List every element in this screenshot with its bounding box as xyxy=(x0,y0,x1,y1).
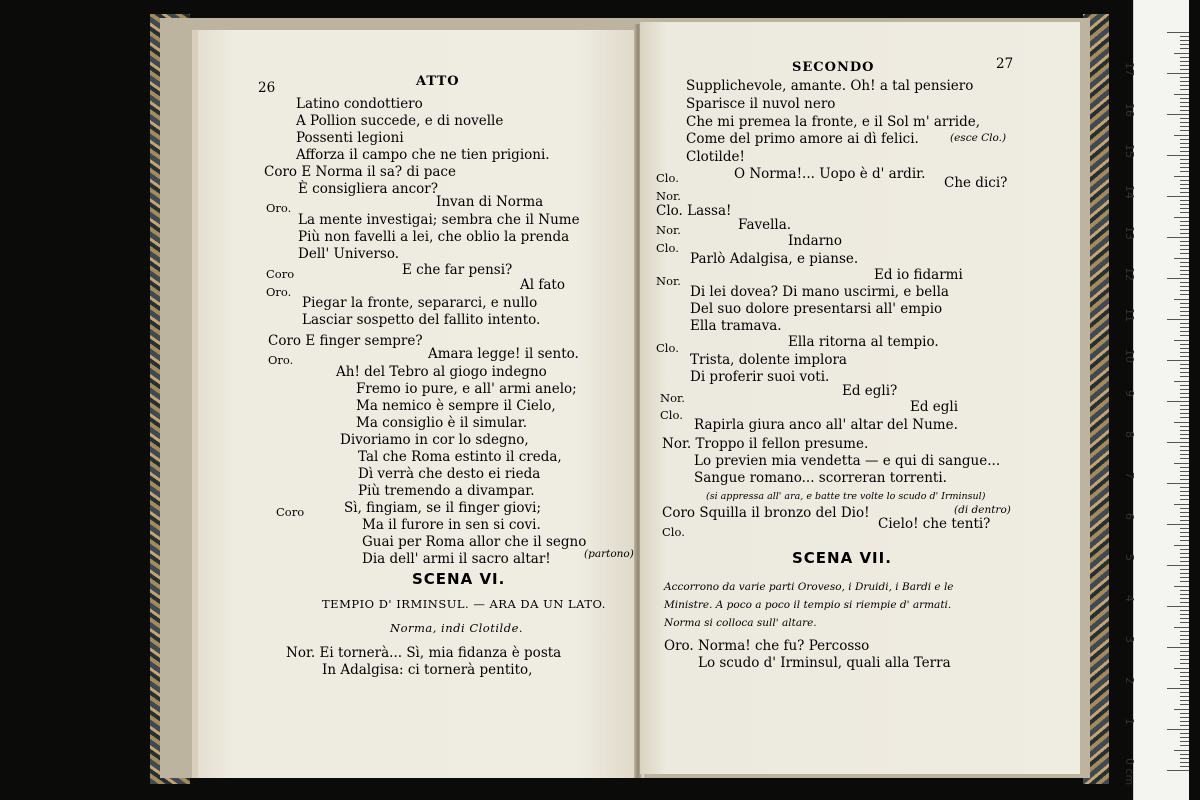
ruler-tick xyxy=(1180,758,1189,759)
ruler-tick xyxy=(1180,733,1189,734)
ruler-tick xyxy=(1180,81,1189,82)
verse-line: Del suo dolore presentarsi all' empio xyxy=(690,301,943,317)
verse-line: Fremo io pure, e all' armi anelo; xyxy=(356,381,577,397)
ruler-number: 2 xyxy=(1123,677,1136,684)
verse-line: Lo scudo d' Irminsul, quali alla Terra xyxy=(698,655,951,671)
verse-line: Parlò Adalgisa, e pianse. xyxy=(690,251,859,267)
ruler-tick xyxy=(1180,409,1189,410)
ruler-tick xyxy=(1180,704,1189,705)
verse-line: A Pollion succede, e di novelle xyxy=(296,113,504,129)
ruler-tick xyxy=(1180,344,1189,345)
ruler-tick xyxy=(1180,249,1189,250)
verse-line: Ella tramava. xyxy=(690,318,782,334)
verse-line: Lo previen mia vendetta — e qui di sangue... xyxy=(694,453,1001,469)
ruler-tick xyxy=(1180,331,1189,332)
ruler-tick xyxy=(1180,212,1189,213)
ruler-number: 5 xyxy=(1123,554,1136,561)
ruler-tick xyxy=(1180,618,1189,619)
ruler-tick xyxy=(1180,356,1189,357)
ruler-tick xyxy=(1174,94,1189,95)
speaker: Nor. xyxy=(656,223,681,237)
ruler-tick xyxy=(1180,717,1189,718)
ruler-tick xyxy=(1180,413,1189,414)
ruler-tick xyxy=(1167,565,1189,566)
ruler-tick xyxy=(1180,61,1189,62)
ruler-tick xyxy=(1180,40,1189,41)
ruler-tick xyxy=(1180,159,1189,160)
ruler-tick xyxy=(1180,622,1189,623)
ruler-number: 3 xyxy=(1123,636,1136,643)
stage-direction: Ministre. A poco a poco il tempio si riempie d' armati. xyxy=(664,599,952,611)
ruler-tick xyxy=(1180,221,1189,222)
ruler-tick xyxy=(1180,147,1189,148)
verse-line: Più tremendo a divampar. xyxy=(358,483,535,499)
ruler-tick xyxy=(1180,163,1189,164)
ruler-tick xyxy=(1180,598,1189,599)
ruler-tick xyxy=(1180,98,1189,99)
ruler-tick xyxy=(1180,270,1189,271)
ruler-tick xyxy=(1180,303,1189,304)
ruler-number: 4 xyxy=(1123,595,1136,602)
ruler-tick xyxy=(1180,57,1189,58)
speaker: Oro. xyxy=(268,353,294,367)
verse-line: Clo. Lassa! xyxy=(656,203,732,219)
ruler-tick xyxy=(1180,549,1189,550)
verse-line: Nor. Ei tornerà... Sì, mia fidanza è posta xyxy=(286,645,562,661)
ruler-tick xyxy=(1180,110,1189,111)
verse-line: Coro E finger sempre? xyxy=(268,333,423,349)
ruler-tick xyxy=(1180,508,1189,509)
verse-line: Oro. Norma! che fu? Percosso xyxy=(664,638,870,654)
ruler-tick xyxy=(1180,376,1189,377)
ruler-tick xyxy=(1180,713,1189,714)
ruler-tick xyxy=(1180,405,1189,406)
ruler-tick xyxy=(1180,438,1189,439)
ruler-tick xyxy=(1180,479,1189,480)
ruler-tick xyxy=(1180,352,1189,353)
ruler-tick xyxy=(1167,360,1189,361)
ruler-tick xyxy=(1174,422,1189,423)
ruler-tick xyxy=(1167,729,1189,730)
ruler-tick xyxy=(1167,237,1189,238)
ruler-tick xyxy=(1180,725,1189,726)
speaker: Clo. xyxy=(656,171,679,185)
ruler-tick xyxy=(1180,274,1189,275)
verse-line: La mente investigai; sembra che il Nume xyxy=(298,212,580,228)
ruler-tick xyxy=(1167,688,1189,689)
verse-line: Tal che Roma estinto il creda, xyxy=(358,449,562,465)
speaker: Coro xyxy=(266,267,295,281)
ruler-tick xyxy=(1180,581,1189,582)
ruler-tick xyxy=(1180,540,1189,541)
verse-line: Rapirla giura anco all' altar del Nume. xyxy=(694,417,958,433)
verse-line: Che mi premea la fronte, e il Sol m' arride, xyxy=(686,114,981,130)
verse-line: Lasciar sospetto del fallito intento. xyxy=(302,312,541,328)
ruler-tick xyxy=(1180,520,1189,521)
ruler-tick xyxy=(1180,294,1189,295)
ruler-number: 14 xyxy=(1123,185,1136,199)
verse-line: Favella. xyxy=(738,217,792,233)
ruler-tick xyxy=(1180,499,1189,500)
speaker: Nor. xyxy=(656,274,681,288)
ruler-number: 7 xyxy=(1123,472,1136,479)
ruler-tick xyxy=(1180,122,1189,123)
ruler-tick xyxy=(1174,135,1189,136)
stage-direction: (si appressa all' ara, e batte tre volte lo scudo d' Irminsul) xyxy=(706,491,986,502)
ruler-tick xyxy=(1174,381,1189,382)
ruler-tick xyxy=(1174,217,1189,218)
ruler-tick xyxy=(1174,463,1189,464)
ruler-tick xyxy=(1180,651,1189,652)
ruler-tick xyxy=(1180,602,1189,603)
ruler-tick xyxy=(1180,434,1189,435)
ruler-tick xyxy=(1180,262,1189,263)
verse-line: Coro Squilla il bronzo del Dio! xyxy=(662,505,870,521)
ruler-tick xyxy=(1180,200,1189,201)
ruler-tick xyxy=(1167,770,1189,771)
ruler-tick xyxy=(1180,266,1189,267)
ruler-tick xyxy=(1180,696,1189,697)
verse-line: Trista, dolente implora xyxy=(690,352,847,368)
ruler-tick xyxy=(1174,299,1189,300)
ruler-tick xyxy=(1180,610,1189,611)
ruler-number: 10 xyxy=(1123,349,1136,363)
verse-line: E che far pensi? xyxy=(402,262,513,278)
ruler-tick xyxy=(1174,545,1189,546)
verse-line: Dì verrà che desto ei rieda xyxy=(358,466,541,482)
ruler-tick xyxy=(1180,741,1189,742)
ruler-tick xyxy=(1180,491,1189,492)
ruler-tick xyxy=(1167,155,1189,156)
ruler-tick xyxy=(1180,253,1189,254)
ruler-tick xyxy=(1180,643,1189,644)
speaker: Nor. xyxy=(660,391,685,405)
ruler-tick xyxy=(1180,225,1189,226)
ruler-tick xyxy=(1180,594,1189,595)
verse-line: Ma nemico è sempre il Cielo, xyxy=(356,398,556,414)
ruler-tick xyxy=(1180,364,1189,365)
ruler-number: 13 xyxy=(1123,226,1136,240)
ruler-number: 12 xyxy=(1123,267,1136,281)
ruler-tick xyxy=(1180,171,1189,172)
verse-line: Latino condottiero xyxy=(296,96,423,112)
ruler-tick xyxy=(1180,430,1189,431)
ruler-tick xyxy=(1167,319,1189,320)
scene-heading: SCENA VII. xyxy=(792,549,892,567)
speaker: Oro. xyxy=(266,201,292,215)
ruler-tick xyxy=(1174,504,1189,505)
scene-heading: SCENA VI. xyxy=(412,570,506,588)
ruler-tick xyxy=(1180,393,1189,394)
ruler-tick xyxy=(1180,311,1189,312)
ruler-tick xyxy=(1180,573,1189,574)
ruler-tick xyxy=(1180,286,1189,287)
ruler-number: 6 xyxy=(1123,513,1136,520)
verse-line: O Norma!... Uopo è d' ardir. xyxy=(734,166,926,182)
ruler-tick xyxy=(1180,180,1189,181)
speaker: Oro. xyxy=(266,285,292,299)
ruler-tick xyxy=(1180,139,1189,140)
ruler-tick xyxy=(1174,668,1189,669)
ruler-tick xyxy=(1180,676,1189,677)
ruler-tick xyxy=(1167,196,1189,197)
ruler-tick xyxy=(1180,36,1189,37)
ruler-tick xyxy=(1174,586,1189,587)
ruler-tick xyxy=(1180,536,1189,537)
ruler-tick xyxy=(1174,627,1189,628)
ruler-tick xyxy=(1180,561,1189,562)
ruler-tick xyxy=(1167,647,1189,648)
ruler-tick xyxy=(1180,65,1189,66)
ruler-tick xyxy=(1180,184,1189,185)
page-number: 27 xyxy=(996,56,1014,72)
ruler-tick xyxy=(1180,389,1189,390)
ruler-tick xyxy=(1180,204,1189,205)
verse-line: Dell' Universo. xyxy=(298,246,400,262)
ruler-tick xyxy=(1180,126,1189,127)
verse-line: Supplichevole, amante. Oh! a tal pensiero xyxy=(686,78,974,94)
ruler-tick xyxy=(1167,442,1189,443)
ruler-tick xyxy=(1180,48,1189,49)
ruler-tick xyxy=(1180,458,1189,459)
verse-line: Come del primo amore ai dì felici. xyxy=(686,131,919,147)
ruler-tick xyxy=(1180,315,1189,316)
ruler-tick xyxy=(1167,114,1189,115)
ruler-tick xyxy=(1180,143,1189,144)
ruler-tick xyxy=(1180,245,1189,246)
ruler-number: 9 xyxy=(1123,390,1136,397)
ruler-number: 16 xyxy=(1123,103,1136,117)
ruler-tick xyxy=(1180,692,1189,693)
ruler-tick xyxy=(1180,69,1189,70)
ruler-tick xyxy=(1180,590,1189,591)
ruler-tick xyxy=(1180,569,1189,570)
stage-direction: (esce Clo.) xyxy=(950,132,1007,144)
speaker: Coro xyxy=(276,505,305,519)
verse-line: Guai per Roma allor che il segno xyxy=(362,534,587,550)
ruler-tick xyxy=(1180,475,1189,476)
ruler-tick xyxy=(1180,487,1189,488)
ruler-number: 17 xyxy=(1123,62,1136,76)
ruler-tick xyxy=(1180,512,1189,513)
speaker: Clo. xyxy=(662,525,685,539)
ruler-tick xyxy=(1180,762,1189,763)
ruler-tick xyxy=(1167,483,1189,484)
verse-line: Afforza il campo che ne tien prigioni. xyxy=(296,147,550,163)
ruler-tick xyxy=(1180,557,1189,558)
ruler-tick xyxy=(1180,659,1189,660)
ruler-tick xyxy=(1180,426,1189,427)
ruler-tick xyxy=(1180,323,1189,324)
verse-line: Amara legge! il sento. xyxy=(428,346,579,362)
ruler-tick xyxy=(1174,750,1189,751)
verse-line: Ed egli? xyxy=(842,383,898,399)
ruler-tick xyxy=(1180,631,1189,632)
speaker: Clo. xyxy=(660,408,683,422)
ruler-tick xyxy=(1180,495,1189,496)
ruler-tick xyxy=(1180,241,1189,242)
ruler-tick xyxy=(1180,417,1189,418)
ruler-tick xyxy=(1180,282,1189,283)
ruler-tick xyxy=(1180,151,1189,152)
verse-line: Al fato xyxy=(520,277,565,293)
ruler-tick xyxy=(1180,348,1189,349)
ruler-tick xyxy=(1180,77,1189,78)
ruler-tick xyxy=(1180,528,1189,529)
verse-line: Ah! del Tebro al giogo indegno xyxy=(336,364,547,380)
ruler-tick xyxy=(1180,192,1189,193)
stage-direction: Accorrono da varie parti Oroveso, i Druidi, i Bardi e le xyxy=(664,581,954,593)
verse-line: Ed egli xyxy=(910,399,959,415)
ruler-tick xyxy=(1180,85,1189,86)
ruler-tick xyxy=(1180,766,1189,767)
ruler-tick xyxy=(1180,307,1189,308)
ruler-tick xyxy=(1180,655,1189,656)
verse-line: Che dici? xyxy=(944,175,1008,191)
ruler-tick xyxy=(1180,290,1189,291)
ruler-tick xyxy=(1180,106,1189,107)
verse-line: Possenti legioni xyxy=(296,130,404,146)
ruler-tick xyxy=(1180,577,1189,578)
verse-line: Ella ritorna al tempio. xyxy=(788,334,939,350)
ruler-tick xyxy=(1167,401,1189,402)
ruler-tick xyxy=(1180,635,1189,636)
verse-line: Divoriamo in cor lo sdegno, xyxy=(340,432,529,448)
verse-line: Invan di Norma xyxy=(436,194,544,210)
verse-line: Di proferir suoi voti. xyxy=(690,369,830,385)
verse-line: Piegar la fronte, separarci, e nullo xyxy=(302,295,538,311)
verse-line: Ma consiglio è il simular. xyxy=(356,415,528,431)
verse-line: Nor. Troppo il fellon presume. xyxy=(662,436,869,452)
speaker: Clo. xyxy=(656,241,679,255)
ruler-tick xyxy=(1180,385,1189,386)
ruler-tick xyxy=(1180,335,1189,336)
ruler-number: 15 xyxy=(1123,144,1136,158)
ruler-number: 8 xyxy=(1123,431,1136,438)
verse-line: Sì, fingiam, se il finger giovi; xyxy=(344,500,542,516)
ruler-tick xyxy=(1180,737,1189,738)
ruler-tick xyxy=(1167,524,1189,525)
ruler-tick xyxy=(1180,672,1189,673)
ruler-tick xyxy=(1180,89,1189,90)
ruler-tick xyxy=(1180,700,1189,701)
verse-line: Ed io fidarmi xyxy=(874,267,963,283)
ruler-tick xyxy=(1174,709,1189,710)
verse-line: Sangue romano... scorreran torrenti. xyxy=(694,470,947,486)
running-head: ATTO xyxy=(416,74,460,89)
verse-line: Indarno xyxy=(788,233,842,249)
ruler-tick xyxy=(1180,454,1189,455)
verse-line: Cielo! che tenti? xyxy=(878,516,991,532)
ruler-tick xyxy=(1180,167,1189,168)
ruler-tick xyxy=(1174,340,1189,341)
ruler-tick xyxy=(1180,208,1189,209)
speaker: Nor. xyxy=(656,189,681,203)
ruler-tick xyxy=(1180,450,1189,451)
ruler-number: 1 xyxy=(1123,718,1136,725)
scene-characters: Norma, indi Clotilde. xyxy=(390,621,524,635)
ruler-tick xyxy=(1174,176,1189,177)
stage-direction: (partono) xyxy=(584,548,634,560)
ruler-tick xyxy=(1167,278,1189,279)
ruler-tick xyxy=(1180,639,1189,640)
verse-line: Più non favelli a lei, che oblio la prenda xyxy=(298,229,570,245)
ruler-tick xyxy=(1180,44,1189,45)
ruler-tick xyxy=(1180,467,1189,468)
ruler-tick xyxy=(1180,614,1189,615)
verse-line: Sparisce il nuvol nero xyxy=(686,96,836,112)
verse-line: Dia dell' armi il sacro altar! xyxy=(362,551,551,567)
speaker: Clo. xyxy=(656,341,679,355)
ruler-tick xyxy=(1180,397,1189,398)
ruler-tick xyxy=(1180,229,1189,230)
ruler-tick xyxy=(1180,745,1189,746)
ruler-tick xyxy=(1180,327,1189,328)
scene-setting: TEMPIO D' IRMINSUL. — ARA DA UN LATO. xyxy=(322,597,606,611)
ruler-tick xyxy=(1180,471,1189,472)
ruler-tick xyxy=(1180,516,1189,517)
ruler-tick xyxy=(1174,258,1189,259)
verse-line: È consigliera ancor? xyxy=(298,181,438,197)
ruler-tick xyxy=(1180,754,1189,755)
ruler-tick xyxy=(1167,32,1189,33)
ruler-tick xyxy=(1180,553,1189,554)
ruler-tick xyxy=(1180,680,1189,681)
measuring-ruler xyxy=(1123,0,1189,800)
ruler-tick xyxy=(1180,188,1189,189)
ruler-tick xyxy=(1180,663,1189,664)
page-number: 26 xyxy=(258,80,276,96)
ruler-tick xyxy=(1180,721,1189,722)
ruler-tick xyxy=(1167,73,1189,74)
ruler-tick xyxy=(1180,372,1189,373)
ruler-tick xyxy=(1180,368,1189,369)
ruler-tick xyxy=(1180,233,1189,234)
ruler-tick xyxy=(1180,130,1189,131)
ruler-tick xyxy=(1180,532,1189,533)
running-head: SECONDO xyxy=(792,60,875,75)
stage-direction: Norma si colloca sull' altare. xyxy=(664,617,817,629)
verse-line: Ma il furore in sen si covi. xyxy=(362,517,541,533)
verse-line: Coro E Norma il sa? di pace xyxy=(264,164,456,180)
ruler-tick xyxy=(1180,102,1189,103)
ruler-tick xyxy=(1174,53,1189,54)
ruler-tick xyxy=(1167,606,1189,607)
verse-line: Clotilde! xyxy=(686,149,745,165)
ruler-tick xyxy=(1180,118,1189,119)
verse-line: In Adalgisa: ci tornerà pentito, xyxy=(322,662,533,678)
ruler-number: 0 cm xyxy=(1123,758,1136,786)
ruler-tick xyxy=(1180,684,1189,685)
verse-line: Di lei dovea? Di mano uscirmi, e bella xyxy=(690,284,949,300)
stage-direction: (di dentro) xyxy=(954,504,1011,516)
ruler-tick xyxy=(1180,446,1189,447)
ruler-number: 11 xyxy=(1123,308,1136,322)
